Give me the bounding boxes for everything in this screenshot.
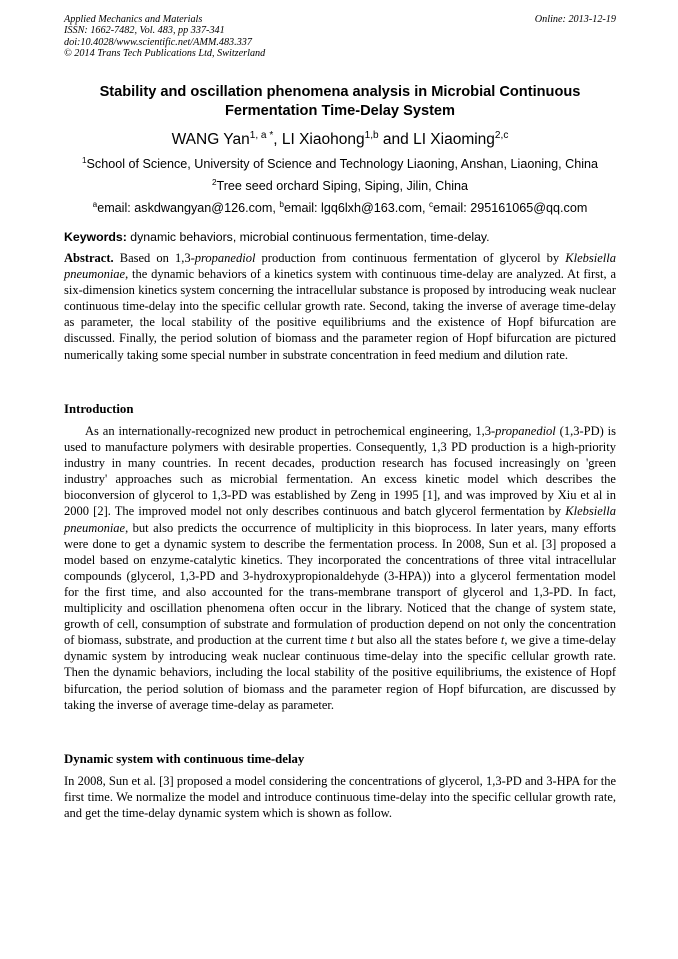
affiliation-2-text: Tree seed orchard Siping, Siping, Jilin, China: [216, 179, 469, 193]
author-1-marker: 1, a *: [249, 129, 274, 141]
email-b: email: lgq6lxh@163.com,: [283, 201, 430, 215]
affiliation-1: [40, 156, 640, 172]
copyright-line: © 2014 Trans Tech Publications Ltd, Switzerland: [64, 48, 266, 60]
author-list: [64, 130, 616, 150]
author-2-marker: 1,b: [364, 129, 379, 141]
section-2-heading: Dynamic system with continuous time-delay: [64, 752, 305, 766]
affiliation-1-text: School of Science, University of Science and Technology Liaoning, Anshan, Liaoning, China: [86, 157, 599, 171]
title-line-1: Stability and oscillation phenomena analysis in Microbial Continuous: [99, 84, 581, 100]
doi-line: doi:10.4028/www.scientific.net/AMM.483.337: [64, 36, 252, 48]
affiliation-1-marker: 1: [81, 155, 87, 165]
introduction-body: [64, 423, 616, 713]
email-c-marker: c: [429, 199, 434, 209]
email-c: email: 295161065@qq.com: [433, 201, 588, 215]
author-3: and LI Xiaoming: [378, 131, 495, 148]
paper-title: [64, 83, 616, 120]
abstract-italic-2: Klebsiella pneumoniae: [64, 251, 616, 282]
author-3-marker: 2,c: [494, 129, 509, 141]
intro-italic-3: t: [350, 633, 354, 648]
email-b-marker: b: [279, 199, 284, 209]
affiliation-2-marker: 2: [211, 177, 217, 187]
abstract-text-3: , the dynamic behaviors of a kinetics system with continuous time-delay are analyzed. At first, a six-dimension kinetics system concerning the intracellular substance is proposed by introducing weak nuclear continuous time-delay into the specific cellular growth rate. Second, taking the inverse of average time-delay as parameter, the local stability of the positive equilibriums and the existence of Hopf bifurcation are discussed. Finally, the period solution of biomass and the parameter region of Hopf bifurcation are pictured numerically taking some special number in substrate concentration in feed medium and dilution rate.: [64, 267, 616, 362]
affiliation-2: [40, 178, 640, 194]
keywords-label: Keywords:: [64, 230, 127, 244]
abstract: [64, 250, 616, 363]
intro-text-2: (1,3-PD) is used to manufacture polymers with desirable properties. Consequently, 1,3 PD production is a high-priority industry in many countries. In recent decades, production research has focused increasingly on 'green industry' approaches such as microbial fermentation. An excess kinetic model which describes the bioconversion of glycerol to 1,3-PD was established by Zeng in 1995 [1], and was improved by Xiu et al in 2000 [2]. The improved model not only describes continuous and batch glycerol fermentation by: [64, 424, 616, 519]
author-2: , LI Xiaohong: [273, 131, 365, 148]
keywords: [64, 229, 616, 245]
intro-text-4: but also all the states before: [353, 633, 501, 648]
intro-text-1: As an internationally-recognized new product in petrochemical engineering, 1,3-: [85, 424, 496, 438]
issn-line: ISSN: 1662-7482, Vol. 483, pp 337-341: [64, 25, 225, 37]
section-2-body: [64, 773, 616, 821]
abstract-italic-1: propanediol: [194, 251, 256, 265]
abstract-label: Abstract.: [64, 251, 114, 265]
intro-text-3: , but also predicts the occurrence of multiplicity in this bioprocess. In later years, many efforts were done to get a dynamic system to describe the fermentation process. In 2008, Sun et al. [3] proposed a model based on enzyme-catalytic kinetics. They incorporated the concentrations of three vital intracellular compounds (glycerol, 1,3-PD and 3-hydroxypropionaldehyde (3-HPA)) into a glycerol fermentation model for the first time, and also accounted for the trans-membrane transport of glycerol and 1,3-PD. In fact, multiplicity and oscillation phenomena often occur in the library. Noticed that the change of system state, growth of cell, consumption of substrate and formulation of production depend on not only the concentration of biomass, substrate, and production at the current time: [64, 520, 616, 648]
abstract-text-1: Based on 1,3-: [113, 251, 195, 265]
keywords-text: dynamic behaviors, microbial continuous fermentation, time-delay.: [126, 230, 490, 244]
author-1: WANG Yan: [171, 131, 250, 148]
introduction-heading: Introduction: [64, 402, 134, 416]
abstract-text-2: production from continuous fermentation of glycerol by: [255, 251, 566, 265]
intro-italic-2: Klebsiella pneumoniae: [64, 504, 616, 535]
intro-italic-1: propanediol: [495, 424, 556, 438]
online-date: Online: 2013-12-19: [534, 14, 616, 25]
title-line-2: Fermentation Time-Delay System: [224, 102, 456, 119]
journal-header: [64, 14, 616, 60]
section-2-text: In 2008, Sun et al. [3] proposed a model considering the concentrations of glycerol, 1,3-PD and 3-HPA for the first time. We normalize the model and introduce continuous time-delay into the specific cellular growth rate, and get the time-delay dynamic system which is shown as follow.: [64, 774, 616, 821]
email-line: [40, 200, 640, 216]
intro-italic-4: t: [500, 633, 505, 648]
email-a-marker: a: [92, 199, 98, 209]
intro-text-5: , we give a time-delay dynamic system by introducing weak nuclear continuous time-delay into the specific cellular growth rate. Then the dynamic behaviors, including the local stability of the positive equilibriums, the existence of Hopf bifurcation, the period solution of biomass and the parameter region of Hopf bifurcation, are discussed by taking the inverse of average time-delay as parameter.: [64, 633, 617, 712]
journal-name: Applied Mechanics and Materials: [64, 14, 203, 25]
email-a: email: askdwangyan@126.com,: [97, 201, 280, 215]
